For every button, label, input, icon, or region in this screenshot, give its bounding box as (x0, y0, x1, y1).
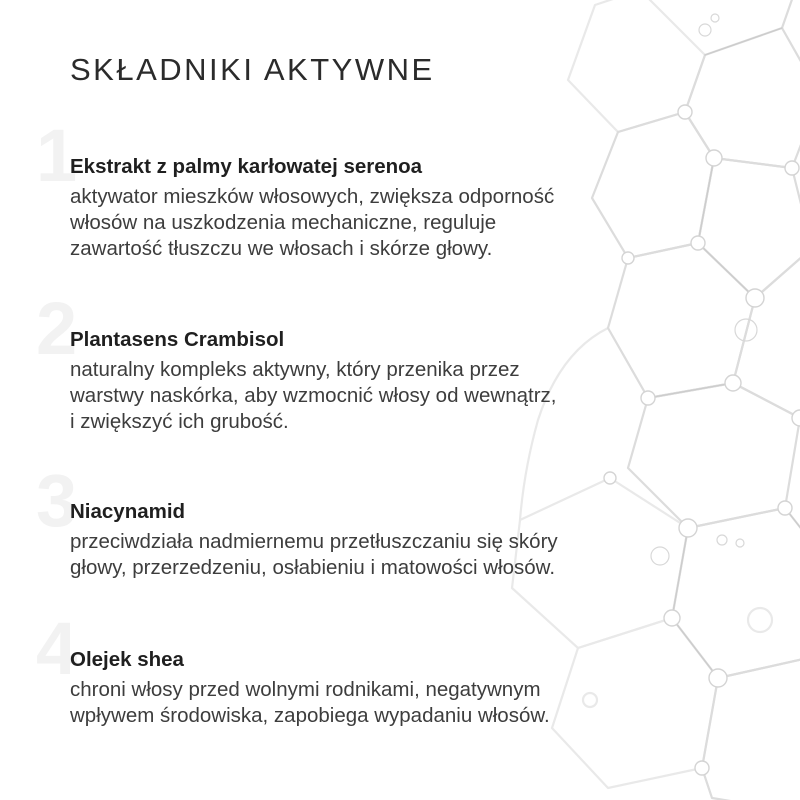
ingredient-description-line: chroni włosy przed wolnymi rodnikami, negatywnym (70, 678, 541, 701)
ingredient-section-1 (36, 114, 670, 262)
ingredient-description-line: i zwiększyć ich grubość. (70, 410, 289, 433)
ingredient-section-3 (36, 459, 670, 581)
ingredient-name: Ekstrakt z palmy karłowatej serenoa (70, 155, 423, 178)
ingredient-name: Plantasens Crambisol (70, 328, 285, 351)
ingredient-description-line: przeciwdziała nadmiernemu przetłuszczaniu się skóry (70, 530, 558, 553)
ingredient-description-line: aktywator mieszków włosowych, zwiększa odporność (70, 185, 555, 208)
ingredient-name: Olejek shea (70, 648, 184, 671)
section-number: 2 (36, 287, 78, 370)
ingredient-description-line: włosów na uszkodzenia mechaniczne, reguluje (70, 211, 497, 234)
section-number: 4 (36, 607, 78, 690)
ingredient-description-line: głowy, przerzedzeniu, osłabieniu i matowości włosów. (70, 556, 556, 579)
ingredient-description-line: naturalny kompleks aktywny, który przenika przez (70, 358, 520, 381)
ingredient-name: Niacynamid (70, 500, 186, 523)
ingredient-description-line: warstwy naskórka, aby wzmocnić włosy od wewnątrz, (70, 384, 557, 407)
ingredient-description-line: zawartość tłuszczu we włosach i skórze głowy. (70, 237, 493, 260)
section-number: 3 (36, 459, 78, 542)
page-title: SKŁADNIKI AKTYWNE (70, 52, 435, 87)
ingredient-section-2 (36, 287, 670, 435)
ingredient-section-4 (36, 607, 670, 729)
ingredient-description-line: wpływem środowiska, zapobiega wypadaniu włosów. (70, 704, 550, 727)
section-number: 1 (36, 114, 78, 197)
